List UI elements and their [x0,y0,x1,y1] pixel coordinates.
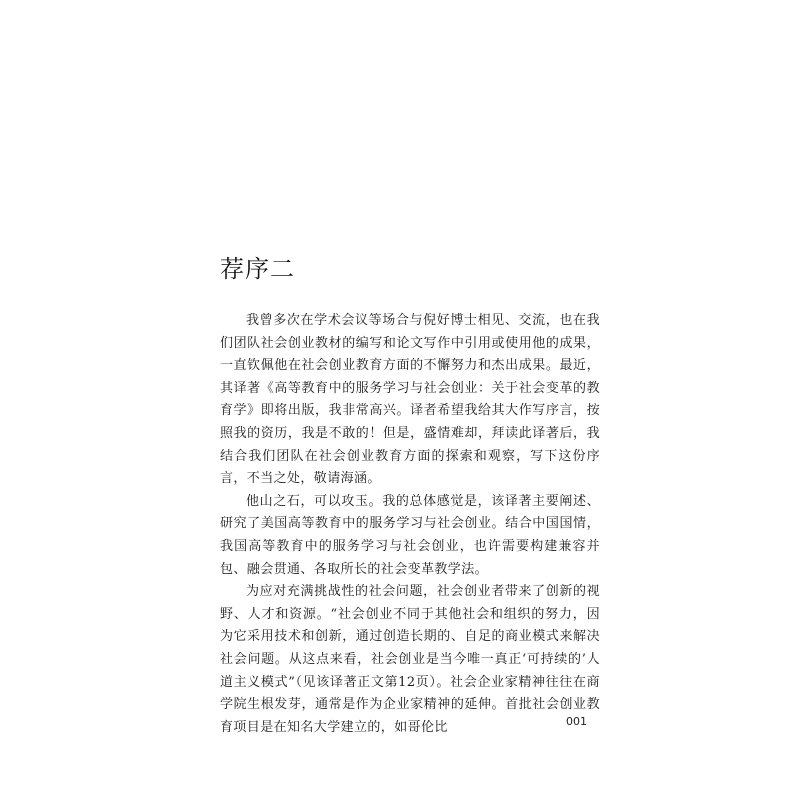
page-number: 001 [566,715,587,728]
paragraph-3: 为应对充满挑战性的社会问题，社会创业者带来了创新的视野、人才和资源。“社会创业不同于其他社会和组织的努力，因为它采用技术和创新，通过创造长期的、自足的商业模式来解决社会问题。从这点来看，社会创业是当今唯一真正‘可持续的’人道主义模式”（见该译著正文第12页）。社会企业家精神往往在商学院生根发芽，通常是作为企业家精神的延伸。首批社会创业教育项目是在知名大学建立的，如哥伦比 [220,584,600,735]
body-text [220,310,600,739]
paragraph-1: 我曾多次在学术会议等场合与倪好博士相见、交流，也在我们团队社会创业教材的编写和论文写作中引用或使用他的成果，一直钦佩他在社会创业教育方面的不懈努力和杰出成果。最近，其译著《高等教育中的服务学习与社会创业：关于社会变革的教育学》即将出版，我非常高兴。译者希望我给其大作写序言，按照我的资历，我是不敢的！但是，盛情难却，拜读此译著后，我结合我们团队在社会创业教育方面的探索和观察，写下这份序言，不当之处，敬请海涵。 [220,313,600,487]
paragraph-2: 他山之石，可以攻玉。我的总体感觉是，该译著主要阐述、研究了美国高等教育中的服务学习与社会创业。结合中国国情，我国高等教育中的服务学习与社会创业，也许需要构建兼容并包、融会贯通、各取所长的社会变革教学法。 [220,493,600,577]
page-title: 荐序二 [220,255,295,283]
